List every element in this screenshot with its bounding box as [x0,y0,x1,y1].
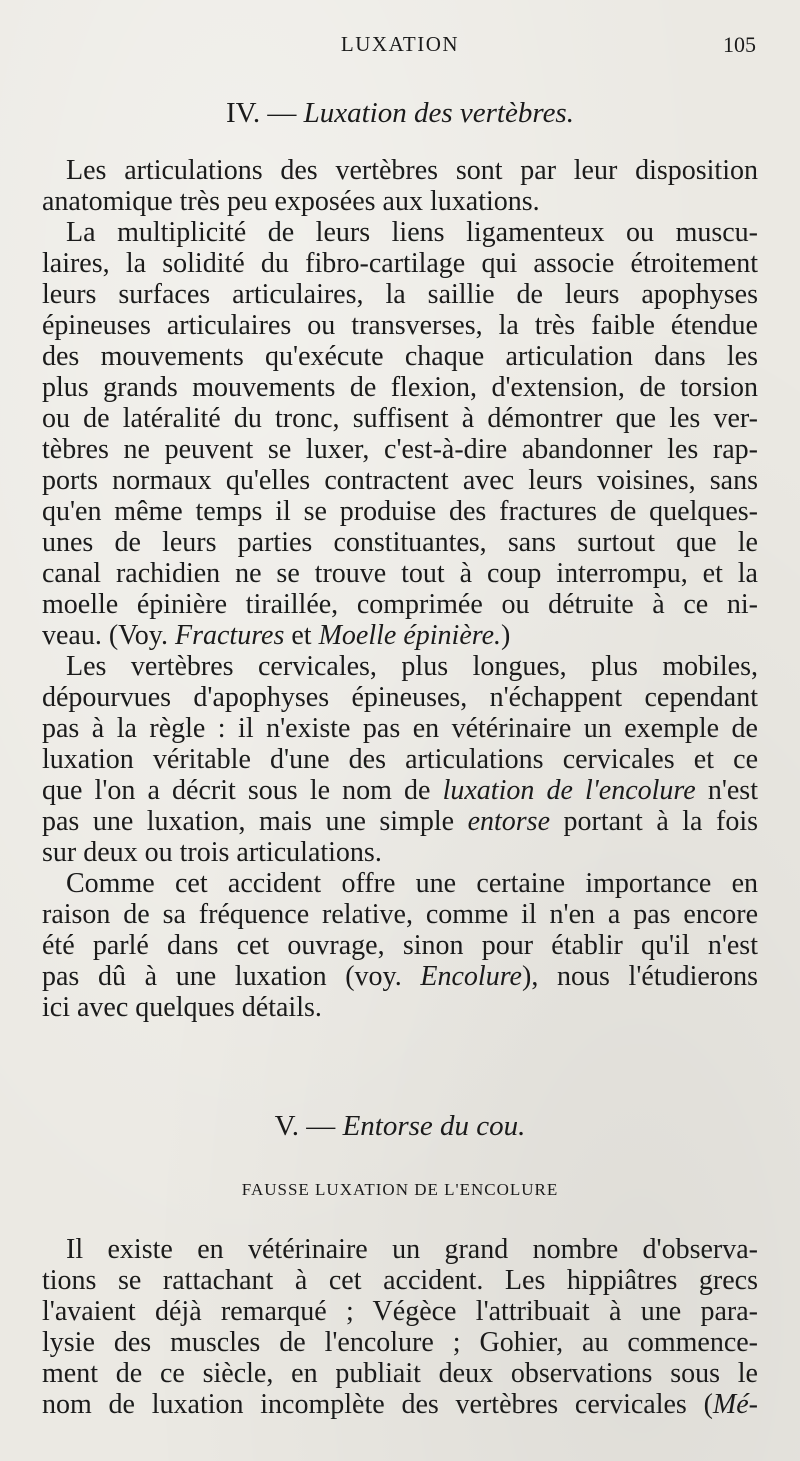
section-heading-v [0,1110,800,1143]
text-line: leurs surfaces articulaires, la saillie de leurs apophyses [42,279,758,310]
text-line: unes de leurs parties constituantes, sans surtout que le [42,527,758,558]
text-line: tèbres ne peuvent se luxer, c'est-à-dire abandonner les rap- [42,434,758,465]
text-line: anatomique très peu exposées aux luxations. [42,186,540,217]
text-line: Il existe en vétérinaire un grand nombre d'observa- [66,1234,758,1265]
text-line: pas à la règle : il n'existe pas en vétérinaire un exemple de [42,713,758,744]
text-line: moelle épinière tiraillée, comprimée ou détruite à ce ni- [42,589,758,620]
cross-reference-encolure: Encolure [420,961,522,992]
text-run: que l'on a décrit sous le nom de [42,775,443,806]
text-line: luxation véritable d'une des articulations cervicales et ce [42,744,758,775]
text-run: n'est [695,775,758,806]
section-title: Luxation des vertèbres. [303,97,574,129]
text-run: ) [501,620,511,651]
text-line: ports normaux qu'elles contractent avec leurs voisines, sans [42,465,758,496]
text-line-italic-term [42,806,758,838]
text-run: pas dû à une luxation (voy. [42,961,421,992]
running-head [0,30,800,64]
text-line: plus grands mouvements de flexion, d'extension, de torsion [42,372,758,403]
cross-reference-moelle: Moelle épinière. [318,620,502,651]
text-line: des mouvements qu'exécute chaque articulation dans les [42,341,758,372]
text-line: épineuses articulaires ou transverses, la très faible étendue [42,310,758,341]
text-run: et [284,620,319,651]
page-number: 105 [723,32,756,57]
text-line: ici avec quelques détails. [42,992,322,1023]
text-line: qu'en même temps il se produise des fractures de quelques- [42,496,758,527]
text-line-italic-term [42,775,758,807]
text-line: Les vertèbres cervicales, plus longues, plus mobiles, [66,651,758,682]
text-line: dépourvues d'apophyses épineuses, n'échappent cependant [42,682,758,713]
text-run: nom de luxation incomplète des vertèbres cervicales ( [42,1389,713,1420]
italic-term: entorse [467,806,550,837]
text-line: La multiplicité de leurs liens ligamenteux ou muscu- [66,217,758,248]
text-line: sur deux ou trois articulations. [42,837,382,868]
text-line: laires, la solidité du fibro-cartilage qui associe étroitement [42,248,758,279]
text-line: Les articulations des vertèbres sont par leur disposition [66,155,758,186]
section-heading-iv [0,97,800,130]
text-line: tions se rattachant à cet accident. Les hippiâtres grecs [42,1265,758,1296]
italic-term: Mé- [712,1389,758,1420]
text-line-italic-term [42,1389,758,1421]
section-number: IV. — [226,97,297,129]
cross-reference-fractures: Fractures [174,620,285,651]
text-line: été parlé dans cet ouvrage, sinon pour établir qu'il n'est [42,930,758,961]
text-line: lysie des muscles de l'encolure ; Gohier, au commence- [42,1327,758,1358]
text-line: ment de ce siècle, en publiait deux observations sous le [42,1358,758,1389]
section-title: Entorse du cou. [342,1110,526,1142]
text-line: ou de latéralité du tronc, suffisent à démontrer que les ver- [42,403,758,434]
text-run: portant à la fois [550,806,758,837]
text-run: pas une luxation, mais une simple [42,806,468,837]
italic-term: luxation de l'encolure [442,775,696,806]
text-run: ), nous l'étudierons [522,961,758,992]
text-line: l'avaient déjà remarqué ; Végèce l'attribuait à une para- [42,1296,758,1327]
text-line-cross-reference [42,620,758,652]
section-number: V. — [274,1110,336,1142]
text-line-cross-reference [42,961,758,993]
section-subtitle: FAUSSE LUXATION DE L'ENCOLURE [241,1180,559,1199]
text-line: raison de sa fréquence relative, comme il n'en a pas encore [42,899,758,930]
text-line: canal rachidien ne se trouve tout à coup interrompu, et la [42,558,758,589]
running-title: LUXATION [340,32,460,56]
text-line: Comme cet accident offre une certaine importance en [66,868,758,899]
text-run: veau. (Voy. [42,620,175,651]
